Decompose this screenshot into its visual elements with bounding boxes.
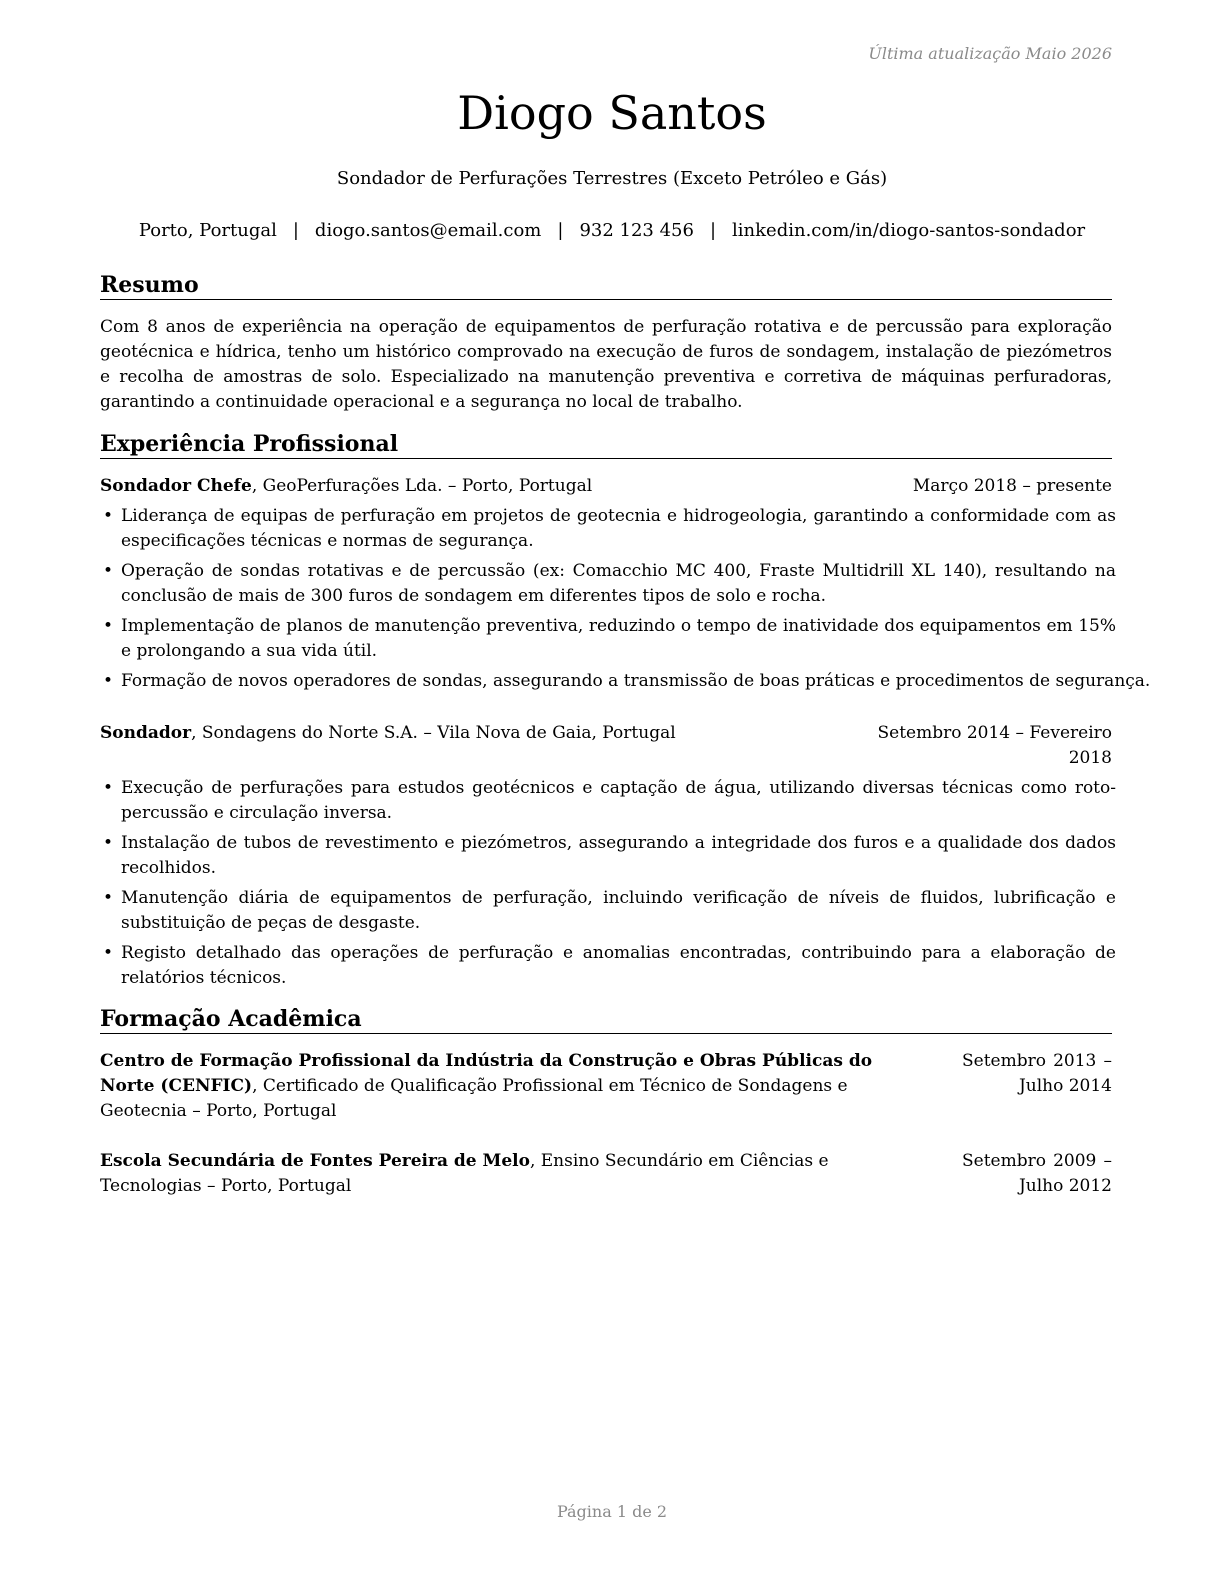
contact-separator: | <box>709 220 717 241</box>
education-entry <box>100 1149 1112 1199</box>
contact-separator: | <box>292 220 299 241</box>
experience-bullets <box>100 776 1116 996</box>
education-dates: Setembro 2009 – Julho 2012 <box>962 1151 1112 1196</box>
experience-bullets <box>100 504 1151 699</box>
list-item: • Execução de perfurações para estudos geotécnicos e captação de água, utilizando diversas técnicas como roto-percussão e circulação inversa. <box>103 778 1116 823</box>
bullet-icon: • <box>103 888 114 908</box>
contact-email[interactable]: diogo.santos@email.com <box>314 220 542 241</box>
experience-dates: Setembro 2014 – Fevereiro 2018 <box>877 723 1112 768</box>
contact-separator: | <box>557 220 564 241</box>
experience-role: Sondador Chefe <box>100 476 252 496</box>
bullet-icon: • <box>103 833 114 853</box>
contact-line <box>0 220 1224 241</box>
education-details: , Certificado de Qualificação Profissional em Técnico de Sondagens e Geotecnia – Porto, Portugal <box>100 1076 848 1121</box>
last-updated: Última atualização Maio 2026 <box>868 44 1112 63</box>
candidate-name: Diogo Santos <box>457 86 767 140</box>
bullet-icon: • <box>103 616 114 636</box>
bullet-icon: • <box>103 671 114 691</box>
education-entry <box>100 1049 1112 1124</box>
contact-linkedin[interactable]: linkedin.com/in/diogo-santos-sondador <box>732 220 1086 241</box>
education-institution: Escola Secundária de Fontes Pereira de Melo <box>100 1151 530 1171</box>
section-title-summary: Resumo <box>100 272 1112 300</box>
list-item: • Registo detalhado das operações de perfuração e anomalias encontradas, contribuindo para a elaboração de relatórios técnicos. <box>103 943 1116 988</box>
list-item: • Liderança de equipas de perfuração em projetos de geotecnia e hidrogeologia, garantindo a conformidade com as especificações técnicas e normas de segurança. <box>103 506 1116 551</box>
summary-text: Com 8 anos de experiência na operação de equipamentos de perfuração rotativa e de percussão para exploração geotécnica e hídrica, tenho um histórico comprovado na execução de furos de sondagem, instalação de piezómetros e recolha de amostras de solo. Especializado na manutenção preventiva e corretiva de máquinas perfuradoras, garantindo a continuidade operacional e a segurança no local de trabalho. <box>100 317 1112 412</box>
section-title-education: Formação Acadêmica <box>100 1006 1112 1034</box>
education-institution: Centro de Formação Profissional da Indústria da Construção e Obras Públicas do Norte (CENFIC) <box>100 1051 873 1096</box>
list-item: • Instalação de tubos de revestimento e piezómetros, assegurando a integridade dos furos e a qualidade dos dados recolhidos. <box>103 833 1116 878</box>
experience-role: Sondador <box>100 723 192 743</box>
education-dates: Setembro 2013 – Julho 2014 <box>962 1051 1112 1096</box>
education-details: , Ensino Secundário em Ciências e Tecnologias – Porto, Portugal <box>100 1151 829 1196</box>
experience-entry-header <box>100 721 1112 771</box>
section-title-experience: Experiência Profissional <box>100 431 1112 459</box>
page-number: Página 1 de 2 <box>556 1502 668 1521</box>
contact-location: Porto, Portugal <box>138 220 277 241</box>
experience-dates: Março 2018 – presente <box>912 476 1112 496</box>
contact-phone[interactable]: 932 123 456 <box>579 220 694 241</box>
bullet-icon: • <box>103 561 114 581</box>
list-item: • Formação de novos operadores de sondas, assegurando a transmissão de boas práticas e procedimentos de segurança. <box>100 669 1116 694</box>
list-item: • Implementação de planos de manutenção preventiva, reduzindo o tempo de inatividade dos equipamentos em 15% e prolongando a sua vida útil. <box>103 616 1116 661</box>
bullet-icon: • <box>103 506 114 526</box>
list-item: • Operação de sondas rotativas e de percussão (ex: Comacchio MC 400, Fraste Multidrill XL 140), resultando na conclusão de mais de 300 furos de sondagem em diferentes tipos de solo e rocha. <box>103 561 1116 606</box>
experience-company: , Sondagens do Norte S.A. – Vila Nova de Gaia, Portugal <box>191 723 676 743</box>
experience-entry-header <box>100 474 1112 499</box>
bullet-icon: • <box>103 943 114 963</box>
bullet-icon: • <box>103 778 114 798</box>
experience-company: , GeoPerfurações Lda. – Porto, Portugal <box>251 476 593 496</box>
list-item: • Manutenção diária de equipamentos de perfuração, incluindo verificação de níveis de fluidos, lubrificação e substituição de peças de desgaste. <box>103 888 1116 933</box>
headline: Sondador de Perfurações Terrestres (Exceto Petróleo e Gás) <box>336 168 888 189</box>
